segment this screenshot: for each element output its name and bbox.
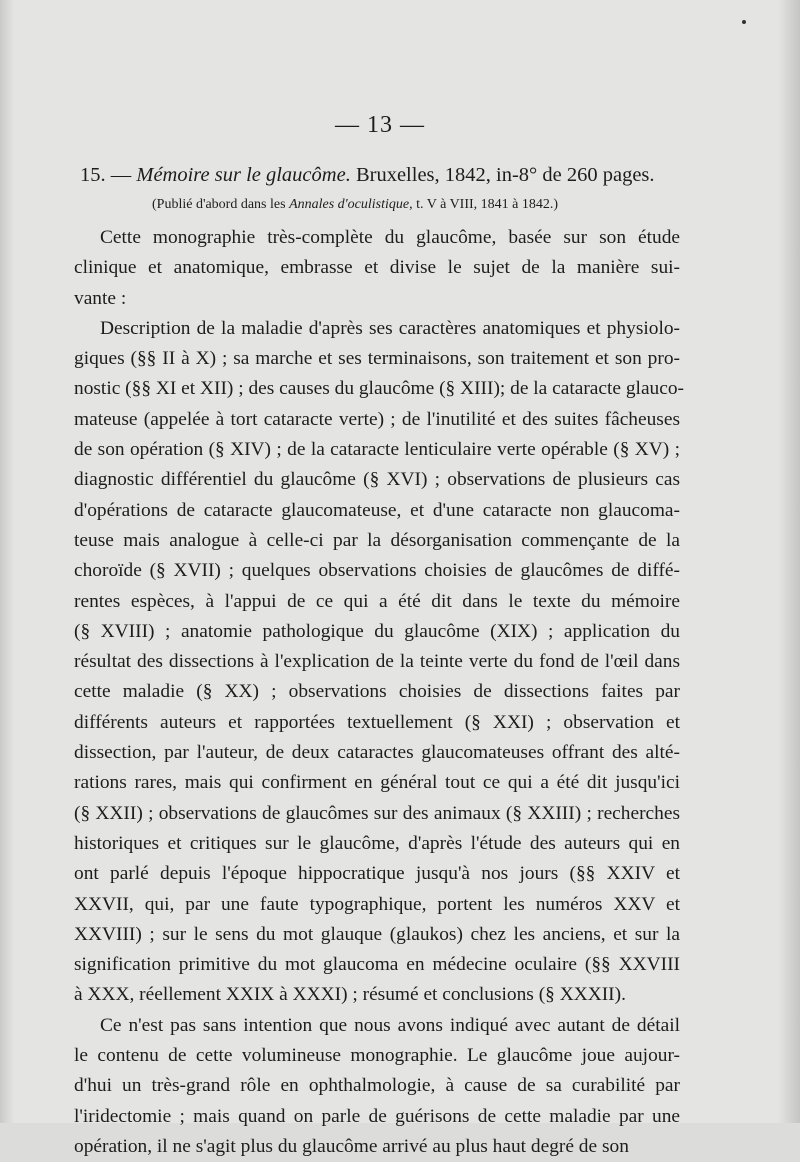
paragraph — [74, 223, 680, 314]
text-line: différents auteurs et rapportées textuellement (§ XXI) ; observation et — [74, 711, 680, 733]
text-line: d'opérations de cataracte glaucomateuse, et d'une cataracte non glaucoma- — [74, 499, 680, 521]
text-line: signification primitive du mot glaucoma en médecine oculaire (§§ XXVIII — [74, 954, 680, 976]
publication-note — [152, 197, 558, 213]
page-number: — 13 — — [335, 112, 425, 138]
ink-speck — [742, 20, 746, 24]
body-text — [74, 223, 685, 1162]
publication-journal: Annales d'oculistique — [289, 197, 410, 212]
text-line: (§ XVIII) ; anatomie pathologique du glaucôme (XIX) ; application du — [74, 620, 680, 642]
text-line: XXVII, qui, par une faute typographique, portent les numéros XXV et — [74, 893, 680, 915]
entry-heading — [80, 161, 686, 189]
text-line: clinique et anatomique, embrasse et divise le sujet de la manière sui- — [74, 257, 680, 279]
text-line: choroïde (§ XVII) ; quelques observations choisies de glaucômes de diffé- — [74, 560, 680, 582]
entry-title: Mémoire sur le glaucôme. — [136, 164, 351, 186]
text-line: teuse mais analogue à celle-ci par la désorganisation commençante de la — [74, 529, 680, 551]
text-line: vante : — [74, 287, 127, 309]
text-line: Ce n'est pas sans intention que nous avons indiqué avec autant de détail — [100, 1014, 680, 1036]
text-line: nostic (§§ XI et XII) ; des causes du glaucôme (§ XIII); de la cataracte glauco- — [74, 378, 685, 400]
publication-note-prefix: (Publié d'abord dans les — [152, 197, 286, 212]
text-line: résultat des dissections à l'explication de la teinte verte du fond de l'œil dans — [74, 651, 680, 673]
text-line: Description de la maladie d'après ses caractères anatomiques et physiolo- — [100, 317, 680, 339]
text-line: à XXX, réellement XXIX à XXXI) ; résumé et conclusions (§ XXXII). — [74, 984, 626, 1006]
page-shadow-left — [0, 0, 14, 1123]
text-line: (§ XXII) ; observations de glaucômes sur des animaux (§ XXIII) ; recherches — [74, 802, 680, 824]
text-line: opération, il ne s'agit plus du glaucôme arrivé au plus haut degré de son — [74, 1135, 629, 1157]
entry-number: 15. — [80, 164, 106, 186]
publication-note-suffix: , t. V à VIII, 1841 à 1842.) — [409, 197, 559, 212]
text-line: de son opération (§ XIV) ; de la cataracte lenticulaire verte opérable (§ XV) ; — [74, 439, 680, 461]
text-line: le contenu de cette volumineuse monographie. Le glaucôme joue aujour- — [74, 1045, 680, 1067]
text-line: l'iridectomie ; mais quand on parle de guérisons de cette maladie par une — [74, 1105, 680, 1127]
text-line: ont parlé depuis l'époque hippocratique jusqu'à nos jours (§§ XXIV et — [74, 863, 680, 885]
text-line: rations rares, mais qui confirment en général tout ce qui a été dit jusqu'ici — [74, 772, 680, 794]
text-line: d'hui un très-grand rôle en ophthalmologie, à cause de sa curabilité par — [74, 1075, 680, 1097]
text-line: cette maladie (§ XX) ; observations choisies de dissections faites par — [74, 681, 680, 703]
paragraph — [74, 1011, 680, 1162]
text-line: mateuse (appelée à tort cataracte verte) ; de l'inutilité et des suites fâcheuses — [74, 408, 680, 430]
text-line: dissection, par l'auteur, de deux cataractes glaucomateuses offrant des alté- — [74, 742, 680, 764]
text-line: XXVIII) ; sur le sens du mot glauque (glaukos) chez les anciens, et sur la — [74, 923, 680, 945]
text-line: diagnostic différentiel du glaucôme (§ XVI) ; observations de plusieurs cas — [74, 469, 680, 491]
text-line: Cette monographie très-complète du glaucôme, basée sur son étude — [100, 227, 680, 248]
text-line: historiques et critiques sur le glaucôme, d'après l'étude des auteurs qui en — [74, 832, 680, 854]
page-shadow-right — [778, 0, 800, 1123]
text-line: rentes espèces, à l'appui de ce qui a été dit dans le texte du mémoire — [74, 590, 680, 612]
entry-dash: — — [110, 164, 132, 186]
text-line: giques (§§ II à X) ; sa marche et ses terminaisons, son traitement et son pro- — [74, 348, 680, 370]
entry-details: Bruxelles, 1842, in-8° de 260 pages. — [355, 164, 655, 186]
paragraph — [74, 314, 685, 1011]
